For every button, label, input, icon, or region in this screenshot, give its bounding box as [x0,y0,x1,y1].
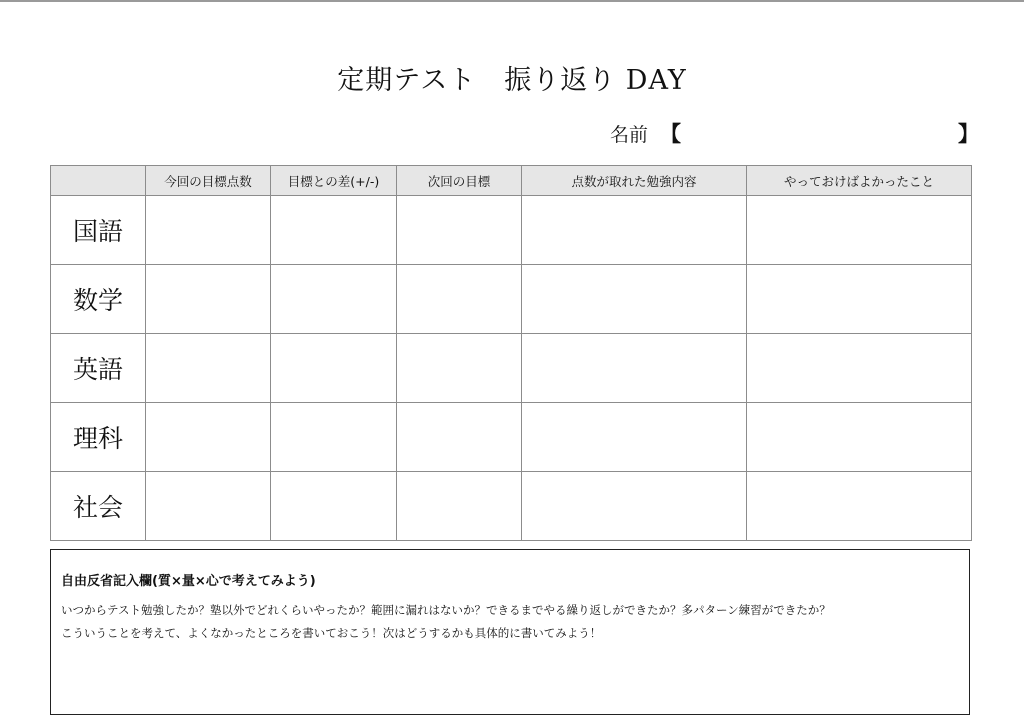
score-diff-cell[interactable] [271,472,397,541]
name-close-bracket: 】 [958,122,979,146]
reflection-instruction: いつからテスト勉強したか？塾以外でどれくらいやったか？範囲に漏れはないか？できるまでやる繰り返しができたか？多パターン練習ができたか？ [61,603,831,617]
target-score-cell[interactable] [146,196,271,265]
top-divider [0,0,1024,2]
table-row [51,334,972,403]
next-target-cell[interactable] [397,265,522,334]
review-table [50,165,972,541]
effective-study-cell[interactable] [522,265,747,334]
score-diff-cell[interactable] [271,265,397,334]
header-effective-study: 点数が取れた勉強内容 [522,166,747,196]
effective-study-cell[interactable] [522,196,747,265]
header-target-score: 今回の目標点数 [146,166,271,196]
score-diff-cell[interactable] [271,196,397,265]
header-next-target: 次回の目標 [397,166,522,196]
table-row [51,472,972,541]
target-score-cell[interactable] [146,334,271,403]
should-have-done-cell[interactable] [747,472,972,541]
target-score-cell[interactable] [146,265,271,334]
target-score-cell[interactable] [146,472,271,541]
subject-label: 社会 [51,472,146,541]
page-title: 定期テスト 振り返り DAY [337,65,687,96]
should-have-done-cell[interactable] [747,403,972,472]
score-diff-cell[interactable] [271,334,397,403]
target-score-cell[interactable] [146,403,271,472]
should-have-done-cell[interactable] [747,196,972,265]
subject-label: 理科 [51,403,146,472]
next-target-cell[interactable] [397,472,522,541]
effective-study-cell[interactable] [522,472,747,541]
next-target-cell[interactable] [397,196,522,265]
reflection-instruction: こういうことを考えて、よくなかったところを書いておこう！次はどうするかも具体的に書いてみよう！ [61,626,602,640]
header-corner [51,166,146,196]
next-target-cell[interactable] [397,403,522,472]
next-target-cell[interactable] [397,334,522,403]
effective-study-cell[interactable] [522,334,747,403]
header-should-have-done: やっておけばよかったこと [747,166,972,196]
score-diff-cell[interactable] [271,403,397,472]
name-open-bracket: 【 [660,122,681,146]
subject-label: 数学 [51,265,146,334]
should-have-done-cell[interactable] [747,334,972,403]
name-label: 名前 [610,124,649,146]
reflection-box[interactable] [50,549,970,715]
table-row [51,265,972,334]
should-have-done-cell[interactable] [747,265,972,334]
header-score-diff: 目標との差(+/-) [271,166,397,196]
subject-label: 国語 [51,196,146,265]
effective-study-cell[interactable] [522,403,747,472]
table-row [51,196,972,265]
reflection-title: 自由反省記入欄(質×量×心で考えてみよう) [61,574,316,589]
table-header-row [51,166,972,196]
table-row [51,403,972,472]
subject-label: 英語 [51,334,146,403]
